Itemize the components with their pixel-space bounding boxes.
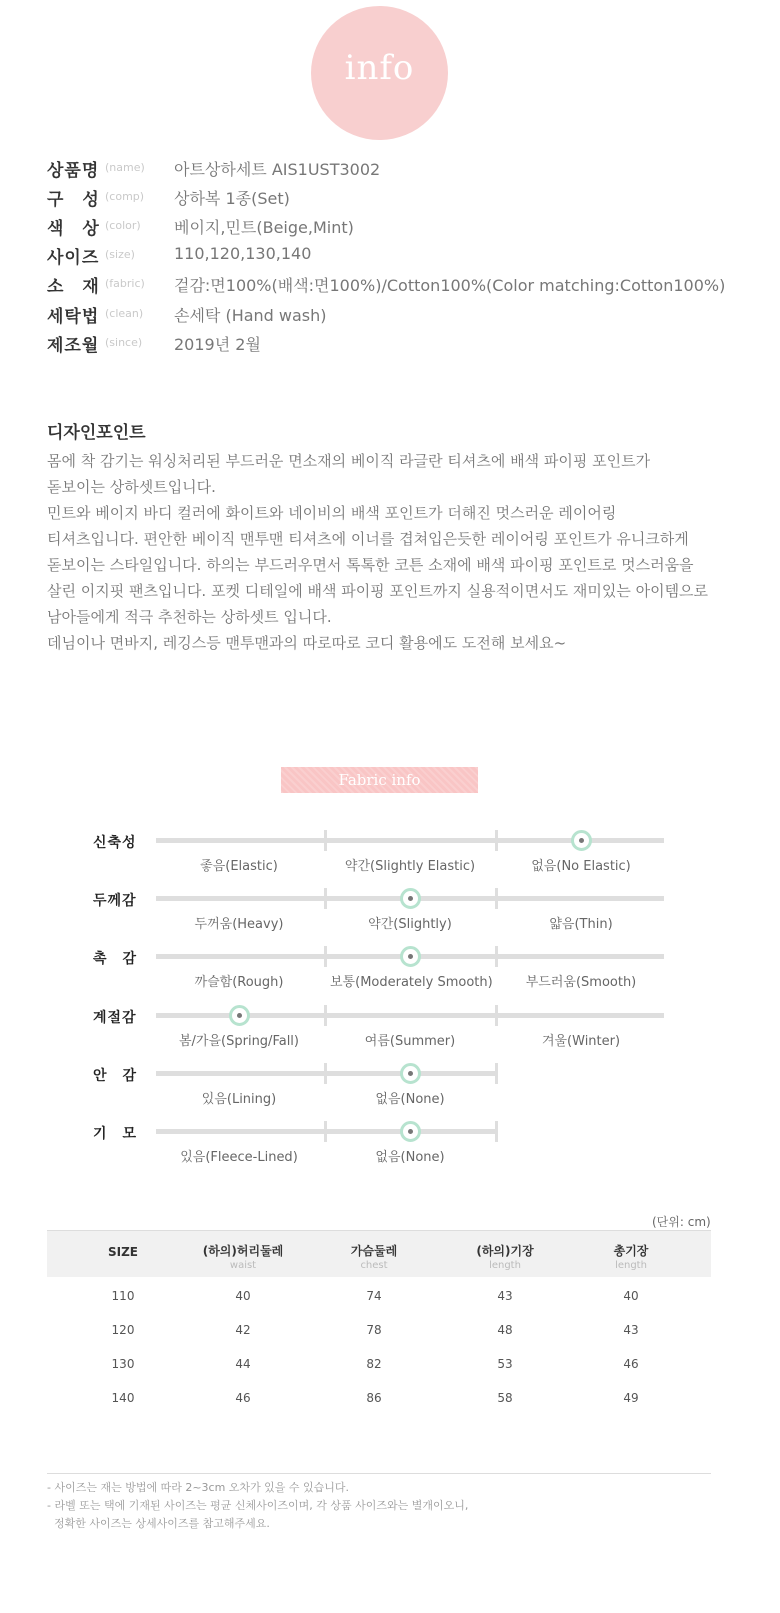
info-circle <box>311 6 448 140</box>
spec-sub-label: (name) <box>105 161 145 174</box>
fabric-scale-row <box>0 835 780 891</box>
fabric-scale-tick <box>324 830 327 851</box>
spec-sub-label: (color) <box>105 219 141 232</box>
fabric-scale-option: 있음(Fleece-Lined) <box>180 1150 298 1165</box>
fabric-scale-option: 얇음(Thin) <box>549 917 613 932</box>
spec-value: 아트상하세트 AIS1UST3002 <box>174 160 381 179</box>
fabric-scale-option: 봄/가을(Spring/Fall) <box>178 1034 299 1049</box>
column-subtitle: chest <box>360 1260 388 1271</box>
spec-value: 손세탁 (Hand wash) <box>174 306 327 325</box>
size-table-cell: 130 <box>111 1357 135 1371</box>
fabric-scale-label: 계절감 <box>93 1010 137 1026</box>
size-table-cell: 43 <box>497 1289 513 1303</box>
fabric-scale-option: 좋음(Elastic) <box>200 859 278 874</box>
column-subtitle: length <box>615 1260 647 1271</box>
fabric-info-banner <box>281 767 478 793</box>
spec-label: 사이즈 <box>47 248 100 268</box>
spec-value: 상하복 1종(Set) <box>174 189 290 208</box>
size-table-cell: 86 <box>366 1391 382 1405</box>
fabric-scale-tick <box>495 1063 498 1084</box>
spec-value: 110,120,130,140 <box>174 244 312 263</box>
fabric-scale-tick <box>495 888 498 909</box>
design-line: 몸에 착 감기는 워싱처리된 부드러운 면소재의 베이직 라글란 티셔츠에 배색 파이핑 포인트가 <box>47 452 651 470</box>
fabric-scale-tick <box>495 830 498 851</box>
spec-row <box>47 272 767 296</box>
spec-row <box>47 185 767 209</box>
fabric-scale-row <box>0 893 780 949</box>
spec-row <box>47 331 767 355</box>
size-table-cell: 82 <box>366 1357 382 1371</box>
fabric-scale-label: 기 모 <box>93 1126 138 1142</box>
spec-sub-label: (comp) <box>105 190 145 203</box>
fabric-scale-tick <box>495 1005 498 1026</box>
fabric-scale-marker <box>400 1063 421 1084</box>
fabric-scale-tick <box>324 1121 327 1142</box>
fabric-scale-marker <box>400 946 421 967</box>
size-table-cell: 140 <box>111 1391 135 1405</box>
fabric-scale-label: 신축성 <box>93 835 137 851</box>
design-point-title: 디자인포인트 <box>47 423 146 443</box>
fabric-scale-tick <box>495 946 498 967</box>
fabric-scale-option: 약간(Slightly Elastic) <box>344 859 476 874</box>
fabric-scale-option: 있음(Lining) <box>201 1092 277 1107</box>
design-line: 데님이나 면바지, 레깅스등 맨투맨과의 따로따로 코디 활용에도 도전해 보세요~ <box>47 634 567 652</box>
column-title: SIZE <box>107 1245 138 1259</box>
fabric-scale-marker <box>229 1005 250 1026</box>
size-table-cell: 110 <box>111 1289 135 1303</box>
size-unit: (단위: cm) <box>652 1215 711 1229</box>
size-table-column-header <box>53 1245 193 1259</box>
fabric-scale-marker <box>571 830 592 851</box>
fabric-scale-label: 두께감 <box>93 893 137 909</box>
size-table-cell: 42 <box>235 1323 251 1337</box>
fabric-scale-option: 부드러움(Smooth) <box>525 975 637 990</box>
size-table-cell: 49 <box>623 1391 639 1405</box>
spec-label: 구 성 <box>47 190 100 210</box>
spec-value: 베이지,민트(Beige,Mint) <box>174 218 354 237</box>
fabric-scale-option: 까슬함(Rough) <box>194 975 284 990</box>
column-title: (하의)기장 <box>476 1244 534 1258</box>
spec-sub-label: (size) <box>105 248 135 261</box>
size-table-cell: 44 <box>235 1357 251 1371</box>
size-note: - 라벨 또는 택에 기재된 사이즈는 평균 신체사이즈이며, 각 상품 사이즈와는 별개이오니, <box>47 1499 469 1512</box>
spec-value: 겉감:면100%(배색:면100%)/Cotton100%(Color matching:Cotton100%) <box>174 276 726 295</box>
size-table-cell: 120 <box>111 1323 135 1337</box>
fabric-scale-option: 보통(Moderately Smooth) <box>330 975 493 990</box>
fabric-scale-option: 없음(None) <box>375 1150 445 1165</box>
spec-sub-label: (clean) <box>105 307 144 320</box>
fabric-scale-tick <box>324 946 327 967</box>
size-table-cell: 43 <box>623 1323 639 1337</box>
fabric-scale-row <box>0 1010 780 1066</box>
column-title: (하의)허리둘레 <box>202 1244 284 1258</box>
column-subtitle: waist <box>229 1260 257 1271</box>
fabric-scale-label: 촉 감 <box>93 951 138 967</box>
fabric-scale-tick <box>495 1121 498 1142</box>
size-table-column-header <box>304 1242 444 1271</box>
fabric-info-title: Fabric info <box>338 771 421 789</box>
fabric-scale-option: 겨울(Winter) <box>541 1034 621 1049</box>
spec-row <box>47 302 767 326</box>
info-title: info <box>344 48 415 88</box>
fabric-scale-row <box>0 951 780 1007</box>
fabric-scale-label: 안 감 <box>93 1068 138 1084</box>
spec-row <box>47 214 767 238</box>
fabric-scale-tick <box>324 888 327 909</box>
spec-label: 세탁법 <box>47 307 100 327</box>
spec-row <box>47 243 767 267</box>
size-table-column-header <box>561 1242 701 1271</box>
design-line: 티셔츠입니다. 편안한 베이직 맨투맨 티셔츠에 이너를 겹쳐입은듯한 레이어링 포인트가 유니크하게 <box>47 530 689 548</box>
size-table-cell: 48 <box>497 1323 513 1337</box>
spec-row <box>47 156 767 180</box>
column-title: 가슴둘레 <box>350 1244 398 1258</box>
fabric-scale-marker <box>400 1121 421 1142</box>
size-table-cell: 53 <box>497 1357 513 1371</box>
spec-label: 제조월 <box>47 336 100 356</box>
fabric-scale-tick <box>324 1063 327 1084</box>
size-table-cell: 58 <box>497 1391 513 1405</box>
notes-divider <box>47 1473 711 1474</box>
size-table-cell: 78 <box>366 1323 382 1337</box>
fabric-scale-option: 두꺼움(Heavy) <box>194 917 284 932</box>
column-title: 총기장 <box>613 1244 649 1258</box>
design-line: 남아들에게 적극 추천하는 상하셋트 입니다. <box>47 608 332 626</box>
column-subtitle: length <box>489 1260 521 1271</box>
fabric-scale-option: 없음(No Elastic) <box>531 859 631 874</box>
fabric-scale-row <box>0 1126 780 1182</box>
spec-label: 색 상 <box>47 219 100 239</box>
fabric-scale-tick <box>324 1005 327 1026</box>
size-note: 정확한 사이즈는 상세사이즈를 참고해주세요. <box>47 1517 270 1530</box>
size-table-cell: 74 <box>366 1289 382 1303</box>
design-line: 돋보이는 상하셋트입니다. <box>47 478 216 496</box>
spec-label: 상품명 <box>47 161 100 181</box>
fabric-scale-option: 약간(Slightly) <box>368 917 452 932</box>
spec-sub-label: (since) <box>105 336 143 349</box>
size-table-header <box>47 1230 711 1277</box>
size-table-column-header <box>435 1242 575 1271</box>
size-table-cell: 46 <box>623 1357 639 1371</box>
design-line: 민트와 베이지 바디 컬러에 화이트와 네이비의 배색 포인트가 더해진 멋스러운 레이어링 <box>47 504 617 522</box>
size-table-cell: 46 <box>235 1391 251 1405</box>
spec-value: 2019년 2월 <box>174 335 261 354</box>
design-line: 살린 이지핏 팬츠입니다. 포켓 디테일에 배색 파이핑 포인트까지 실용적이면서도 재미있는 아이템으로 <box>47 582 709 600</box>
spec-label: 소 재 <box>47 277 100 297</box>
size-table-cell: 40 <box>623 1289 639 1303</box>
fabric-scale-marker <box>400 888 421 909</box>
design-line: 돋보이는 스타일입니다. 하의는 부드러우면서 톡톡한 코튼 소재에 배색 파이핑 포인트로 멋스러움을 <box>47 556 694 574</box>
fabric-scale-option: 없음(None) <box>375 1092 445 1107</box>
fabric-scale-option: 여름(Summer) <box>364 1034 456 1049</box>
size-table-column-header <box>173 1242 313 1271</box>
fabric-scale-row <box>0 1068 780 1124</box>
size-table-cell: 40 <box>235 1289 251 1303</box>
spec-sub-label: (fabric) <box>105 277 145 290</box>
size-note: - 사이즈는 재는 방법에 따라 2~3cm 오차가 있을 수 있습니다. <box>47 1481 350 1494</box>
